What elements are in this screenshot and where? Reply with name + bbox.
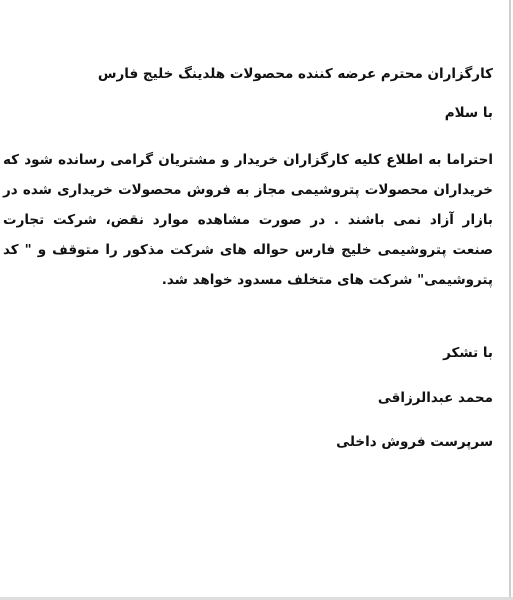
signer-name: محمد عبدالرزاقی xyxy=(377,390,493,406)
greeting-line: با سلام xyxy=(444,105,493,121)
closing-line: با تشکر xyxy=(443,345,493,361)
page-edge-right xyxy=(509,0,511,600)
body-paragraph: احتراما به اطلاع کلیه کارگزاران خریدار و مشتریان گرامی رسانده شود که خریداران محصولات پتروشیمی مجاز به فروش محصولات خریداری شده در بازار آزاد نمی باشند . در صورت مشاهده موارد نقض، شرکت تجارت صنعت پتروشیمی خلیج فارس حواله های شرکت مذکور را متوقف و " کد پتروشیمی" شرکت های متخلف مسدود خواهد شد. xyxy=(3,152,493,288)
signer-title: سرپرست فروش داخلی xyxy=(336,434,493,450)
addressee-line: کارگزاران محترم عرضه کننده محصولات هلدینگ خلیج فارس xyxy=(97,66,493,82)
